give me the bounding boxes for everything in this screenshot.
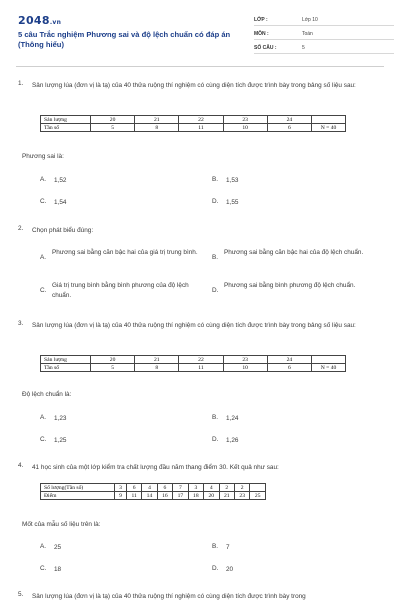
option-letter: C.: [40, 287, 47, 294]
table-cell: Sản lượng: [41, 356, 91, 364]
meta-subject-label: MÔN :: [254, 31, 269, 37]
table-cell: 6: [267, 124, 311, 132]
logo-suffix-text: .vn: [49, 19, 62, 26]
question-number: 2.: [18, 225, 24, 232]
table-cell: Điểm: [41, 492, 115, 500]
option-text: 1,52: [54, 177, 67, 184]
question-number: 1.: [18, 80, 24, 87]
meta-count-label: SỐ CÂU :: [254, 45, 277, 51]
option-text: 25: [54, 544, 62, 551]
option-letter: A.: [40, 414, 47, 421]
option-text: 1,54: [54, 199, 67, 206]
table-cell: [312, 116, 346, 124]
table-row: [41, 364, 346, 372]
document-title: 5 câu Trắc nghiệm Phương sai và độ lệch chuẩn có đáp án (Thông hiểu): [18, 30, 231, 49]
option-text: 1,55: [226, 199, 239, 206]
option-text: 1,26: [226, 437, 239, 444]
option-text: 18: [54, 566, 62, 573]
option-text: 1,23: [54, 415, 67, 422]
option-letter: D.: [212, 287, 219, 294]
table-cell: 6: [267, 364, 311, 372]
table-cell: 11: [179, 364, 223, 372]
table-cell: 4: [204, 484, 219, 492]
option-letter: C.: [40, 198, 47, 205]
option-text: 7: [226, 544, 230, 551]
option-text: 1,25: [54, 437, 67, 444]
table-cell: 23: [223, 116, 267, 124]
table-cell: 9: [115, 492, 127, 500]
question-text: Sản lượng lúa (đơn vị là tạ) của 40 thửa ruộng thí nghiệm có cùng diện tích được trình bày trong bảng số liệu sau:: [32, 82, 356, 89]
table-cell: 2: [234, 484, 249, 492]
option-letter: B.: [212, 543, 219, 550]
option-text: 1,24: [226, 415, 239, 422]
meta-subject-row: [254, 28, 394, 40]
table-cell: 23: [223, 356, 267, 364]
table-cell: 7: [173, 484, 188, 492]
question-text: Chọn phát biểu đúng:: [32, 227, 94, 234]
table-row: [41, 484, 266, 492]
table-cell: 20: [91, 116, 135, 124]
option-letter: D.: [212, 436, 219, 443]
table-cell: N = 40: [312, 364, 346, 372]
table-row: [41, 356, 346, 364]
table-cell: N = 40: [312, 124, 346, 132]
question-text: Sản lượng lúa (đơn vị là tạ) của 40 thửa ruộng thí nghiệm có cùng diện tích được trình bày trong bảng số liệu sau:: [32, 322, 356, 329]
frequency-table: [40, 115, 346, 132]
meta-count-value: 5: [302, 45, 305, 51]
table-row: [41, 116, 346, 124]
table-cell: 8: [135, 364, 179, 372]
table-cell: 4: [142, 484, 157, 492]
table-row: [41, 492, 266, 500]
table-cell: [250, 484, 266, 492]
option-letter: A.: [40, 176, 47, 183]
table-cell: 11: [127, 492, 142, 500]
meta-class-row: [254, 14, 394, 26]
table-cell: 23: [234, 492, 249, 500]
option-letter: B.: [212, 254, 219, 261]
option-letter: C.: [40, 436, 47, 443]
table-cell: 21: [219, 492, 234, 500]
table-cell: 2: [219, 484, 234, 492]
option-text: Phương sai bằng căn bậc hai của giá trị trung bình.: [52, 249, 198, 256]
table-cell: 3: [188, 484, 203, 492]
table-cell: 8: [135, 124, 179, 132]
option-letter: A.: [40, 543, 47, 550]
table-cell: 11: [179, 124, 223, 132]
option-text: 20: [226, 566, 234, 573]
option-letter: A.: [40, 254, 47, 261]
table-cell: 21: [135, 356, 179, 364]
table-cell: 10: [223, 124, 267, 132]
table-cell: 24: [267, 356, 311, 364]
meta-class-value: Lớp 10: [302, 17, 318, 23]
option-text: Phương sai bằng căn bậc hai của độ lệch chuẩn.: [224, 249, 364, 256]
table-cell: 22: [179, 356, 223, 364]
option-letter: B.: [212, 414, 219, 421]
table-cell: 14: [142, 492, 157, 500]
table-cell: 5: [91, 124, 135, 132]
score-table: [40, 483, 266, 500]
table-cell: 16: [157, 492, 172, 500]
table-cell: 25: [250, 492, 266, 500]
table-cell: Tần số: [41, 124, 91, 132]
option-letter: B.: [212, 176, 219, 183]
logo-main-text: 2048: [18, 14, 50, 27]
table-cell: Sản lượng: [41, 116, 91, 124]
meta-count-row: [254, 42, 394, 54]
table-cell: 20: [204, 492, 219, 500]
table-cell: Số lượng(Tần số): [41, 484, 115, 492]
table-cell: 24: [267, 116, 311, 124]
question-prompt: Độ lệch chuẩn là:: [22, 391, 72, 398]
table-cell: 22: [179, 116, 223, 124]
option-text: Phương sai bằng bình phương độ lệch chuẩn.: [224, 282, 356, 289]
option-letter: D.: [212, 198, 219, 205]
option-letter: D.: [212, 565, 219, 572]
table-cell: 6: [127, 484, 142, 492]
table-cell: 21: [135, 116, 179, 124]
table-row: [41, 124, 346, 132]
table-cell: 20: [91, 356, 135, 364]
question-number: 5.: [18, 591, 24, 598]
question-number: 4.: [18, 462, 24, 469]
site-logo[interactable]: [18, 14, 61, 27]
table-cell: [312, 356, 346, 364]
table-cell: 10: [223, 364, 267, 372]
option-text: Giá trị trung bình bằng bình phương của độ lệch chuẩn.: [52, 282, 189, 299]
table-cell: 6: [157, 484, 172, 492]
meta-class-label: LỚP :: [254, 17, 268, 23]
frequency-table: [40, 355, 346, 372]
table-cell: 17: [173, 492, 188, 500]
question-prompt: Mốt của mẫu số liệu trên là:: [22, 521, 101, 528]
question-text: Sản lượng lúa (đơn vị là tạ) của 40 thửa ruộng thí nghiệm có cùng diện tích được trình bày trong: [32, 593, 306, 600]
question-prompt: Phương sai là:: [22, 153, 64, 160]
option-letter: C.: [40, 565, 47, 572]
header-divider: [16, 66, 384, 67]
table-cell: 3: [115, 484, 127, 492]
question-5: [18, 591, 384, 600]
question-number: 3.: [18, 320, 24, 327]
document-header: [18, 12, 384, 60]
meta-subject-value: Toán: [302, 31, 313, 37]
question-text: 41 học sinh của một lớp kiểm tra chất lượng đầu năm thang điểm 30. Kết quả như sau:: [32, 464, 279, 471]
table-cell: 5: [91, 364, 135, 372]
table-cell: Tần số: [41, 364, 91, 372]
option-text: 1,53: [226, 177, 239, 184]
table-cell: 18: [188, 492, 203, 500]
